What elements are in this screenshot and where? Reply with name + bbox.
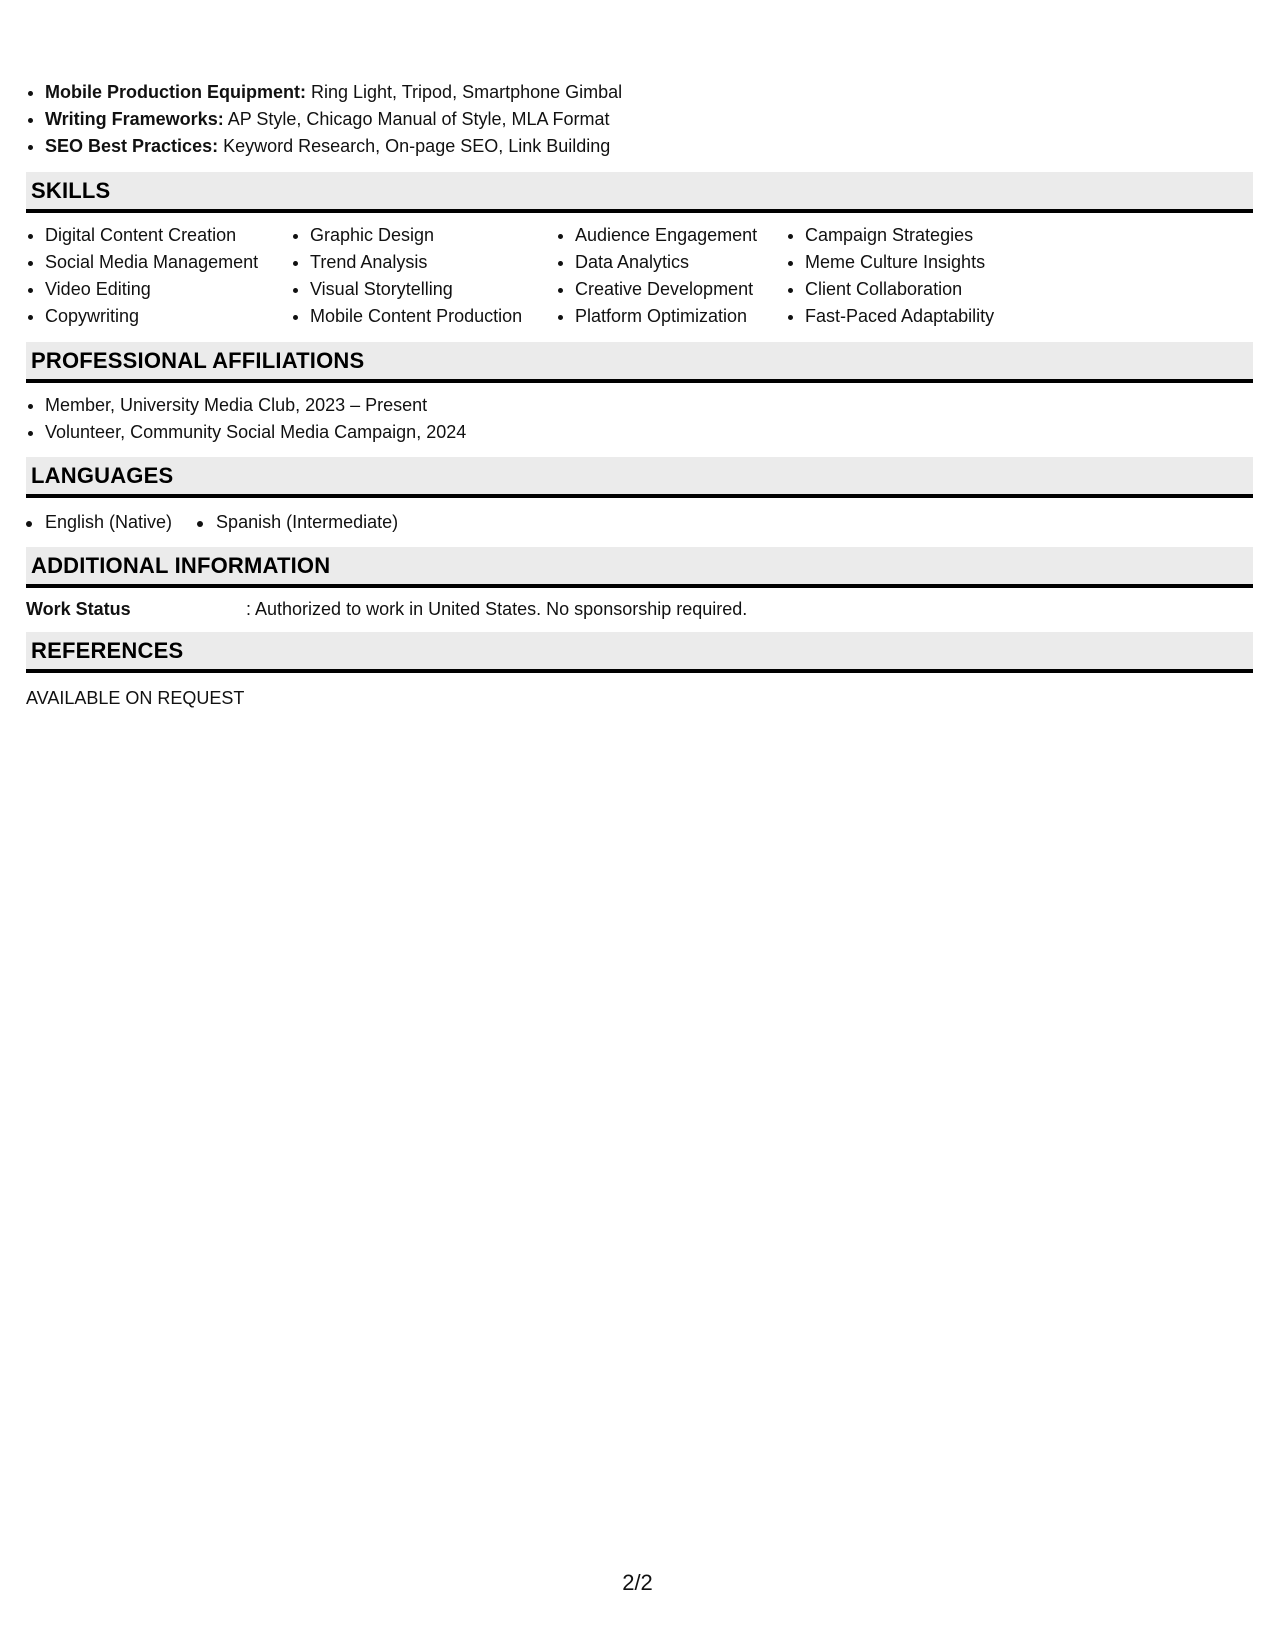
languages-list [26, 509, 423, 536]
work-status-label: Work Status [26, 599, 131, 619]
additional-info-section-heading [26, 547, 1253, 588]
section-title: LANGUAGES [31, 463, 174, 488]
skill-item: • Platform Optimization [575, 303, 757, 330]
affiliation-item: • Member, University Media Club, 2023 – Present [45, 392, 466, 419]
language-item: Spanish (Intermediate) [197, 509, 398, 536]
skill-item: • Mobile Content Production [310, 303, 522, 330]
affiliations-section-heading [26, 342, 1253, 383]
skill-item: • Copywriting [45, 303, 258, 330]
tools-item-label: Writing Frameworks: [45, 109, 224, 129]
skills-column [26, 222, 258, 330]
tools-item-value: Ring Light, Tripod, Smartphone Gimbal [305, 82, 623, 102]
skill-item: • Data Analytics [575, 249, 757, 276]
tools-item-value: Keyword Research, On-page SEO, Link Building [218, 136, 611, 156]
references-section-heading [26, 632, 1253, 673]
section-title: ADDITIONAL INFORMATION [31, 553, 331, 578]
skill-item: • Creative Development [575, 276, 757, 303]
languages-section-heading [26, 457, 1253, 498]
skill-item: • Social Media Management [45, 249, 258, 276]
skill-item: • Video Editing [45, 276, 258, 303]
skill-item: • Meme Culture Insights [805, 249, 994, 276]
tools-list [26, 79, 622, 160]
tools-item [45, 106, 622, 133]
tools-item-label: SEO Best Practices: [45, 136, 219, 156]
skills-column [556, 222, 757, 330]
skill-item: • Digital Content Creation [45, 222, 258, 249]
references-text: AVAILABLE ON REQUEST [26, 688, 245, 708]
work-status-value: : Authorized to work in United States. No sponsorship required. [246, 599, 748, 619]
language-item: English (Native) [26, 509, 172, 536]
section-title: SKILLS [31, 178, 111, 203]
skill-item: • Client Collaboration [805, 276, 994, 303]
affiliations-list [26, 392, 466, 446]
page-number: 2/2 [622, 1570, 653, 1595]
skills-column [291, 222, 522, 330]
tools-item [45, 79, 622, 106]
skill-item: • Audience Engagement [575, 222, 757, 249]
skill-item: • Graphic Design [310, 222, 522, 249]
section-title: PROFESSIONAL AFFILIATIONS [31, 348, 365, 373]
tools-item-label: Mobile Production Equipment: [45, 82, 306, 102]
affiliation-item: • Volunteer, Community Social Media Campaign, 2024 [45, 419, 466, 446]
tools-item [45, 133, 622, 160]
skill-item: • Visual Storytelling [310, 276, 522, 303]
skill-item: • Campaign Strategies [805, 222, 994, 249]
skills-column [786, 222, 994, 330]
section-title: REFERENCES [31, 638, 184, 663]
tools-item-value: AP Style, Chicago Manual of Style, MLA Format [223, 109, 610, 129]
skills-section-heading [26, 172, 1253, 213]
skill-item: • Trend Analysis [310, 249, 522, 276]
skill-item: • Fast-Paced Adaptability [805, 303, 994, 330]
